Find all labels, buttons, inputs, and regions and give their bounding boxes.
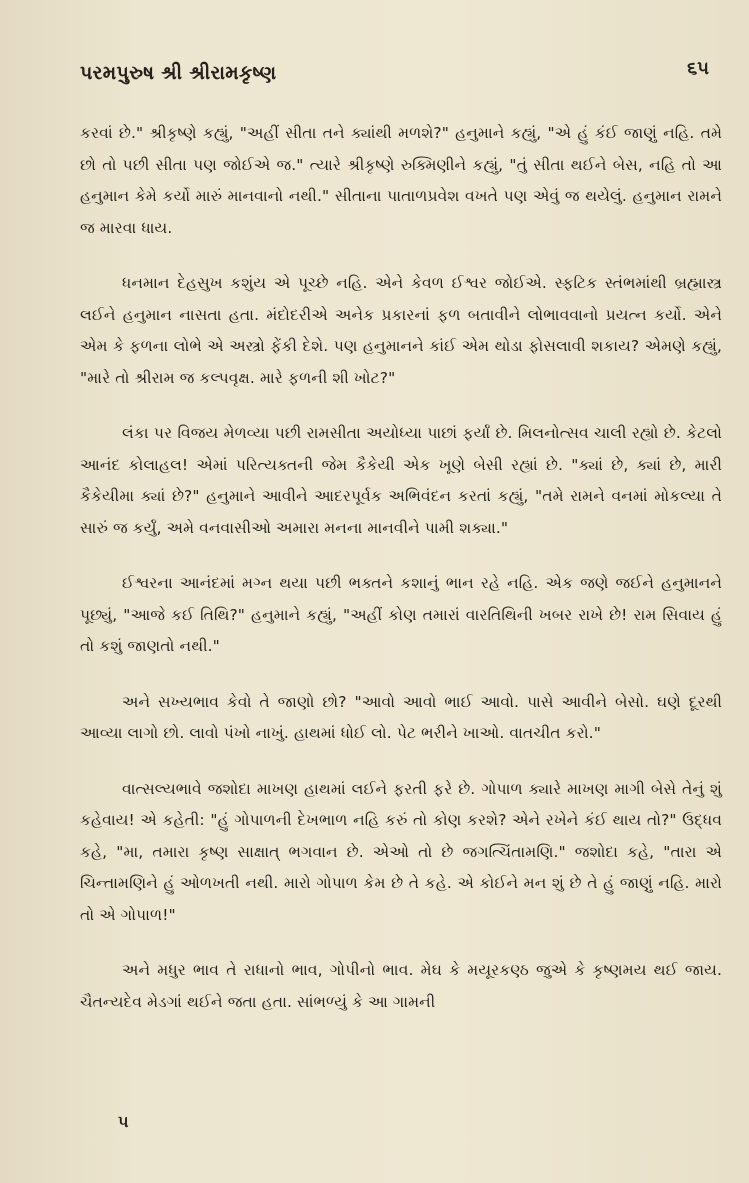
paragraph-4: ઈશ્વરના આનંદમાં મગ્ન થયા પછી ભક્તને કશાનું ભાન રહે નહિ. એક જણે જઈને હનુમાનને પૂછ્યું, "આજે કઈ તિથિ?" હનુમાને કહ્યું, "અહીં કોણ તમારાં વારતિથિની ખબર રાખે છે! રામ સિવાય હું તો કશું જાણતો નથી." (80, 574, 722, 655)
page-header (80, 58, 709, 98)
paragraph-2: ધનમાન દેહસુખ કશુંય એ પૂચ્છે નહિ. એને કેવળ ઈશ્વર જોઈએ. સ્ફટિક સ્તંભમાંથી બ્રહ્માસ્ત્ર લઈને હનુમાન નાસતા હતા. મંદોદરીએ અનેક પ્રકારનાં ફળ બતાવીને લોભાવવાનો પ્રયત્ન કર્યો. એને એમ કે ફળના લોભે એ અસ્ત્રો ફેંકી દેશે. પણ હનુમાનને કાંઈ એમ થોડા ફોસલાવી શકાય? એમણે કહ્યું, "મારે તો શ્રીરામ જ કલ્પવૃક્ષ. મારે ફળની શી ખોટ?" (80, 274, 722, 387)
paragraph-3: લંકા પર વિજય મેળવ્યા પછી રામસીતા અયોધ્યા પાછાં ફર્યાં છે. મિલનોત્સવ ચાલી રહ્યો છે. કેટલો આનંદ કોલાહલ! એમાં પરિત્યક્તની જેમ કૈકેયી એક ખૂણે બેસી રહ્યાં છે. "ક્યાં છે, ક્યાં છે, મારી કૈકેયીમા ક્યાં છે?" હનુમાને આવીને આદરપૂર્વક અભિવંદન કરતાં કહ્યું, "તમે રામને વનમાં મોકલ્યા તે સારું જ કર્યું, અમે વનવાસીઓ અમારા મનના માનવીને પામી શક્યા." (80, 424, 722, 537)
paragraph-7: અને મધુર ભાવ તે રાધાનો ભાવ, ગોપીનો ભાવ. મેઘ કે મયૂરકણ્ઠ જુએ કે કૃષ્ણમય થઈ જાય. ચૈતન્યદેવ મેડગાં થઈને જતા હતા. સાંભળ્યું કે આ ગામની (80, 961, 722, 1011)
running-head-title: પરમપુરુષ શ્રી શ્રીરામકૃષ્ણ (80, 62, 277, 84)
paragraph-6: વાત્સલ્યભાવે જશોદા માખણ હાથમાં લઈને ફરતી ફરે છે. ગોપાળ ક્યારે માખણ માગી બેસે તેનું શું કહેવાય! એ કહેતી: "હું ગોપાળની દેખભાળ નહિ કરું તો કોણ કરશે? એને રખેને કંઈ થાય તો?" ઉદ્ધવ કહે, "મા, તમારા કૃષ્ણ સાક્ષાત્ ભગવાન છે. એઓ તો છે જગત્ચિંતામણિ." જશોદા કહે, "તારા એ ચિન્તામણિને હું ઓળખતી નથી. મારો ગોપાળ કેમ છે તે કહે. એ કોઈને મન શું છે તે હું જાણું નહિ. મારો તો એ ગોપાળ!" (80, 779, 722, 924)
paragraph-1: કરવાં છે." શ્રીકૃષ્ણે કહ્યું, "અહીં સીતા તને ક્યાંથી મળશે?" હનુમાને કહ્યું, "એ હું કંઈ જાણું નહિ. તમે છો તો પછી સીતા પણ જોઈએ જ." ત્યારે શ્રીકૃષ્ણે રુક્મિણીને કહ્યું, "તું સીતા થઈને બેસ, નહિ તો આ હનુમાન કેમે કર્યો મારું માનવાનો નથી." સીતાના પાતાળપ્રવેશ વખતે પણ એવું જ થયેલું. હનુમાન રામને જ મારવા ધાય. (80, 124, 722, 237)
page-number: ૬૫ (687, 58, 709, 79)
paragraph-5: અને સખ્યભાવ કેવો તે જાણો છો? "આવો આવો ભાઈ આવો. પાસે આવીને બેસો. ઘણે દૂરથી આવ્યા લાગો છો. લાવો પંખો નાખું. હાથમાં ધોઈ લો. પેટ ભરીને ખાઓ. વાતચીત કરો." (80, 692, 722, 742)
signature-mark: ૫ (118, 1112, 129, 1131)
body-text (80, 118, 722, 1042)
